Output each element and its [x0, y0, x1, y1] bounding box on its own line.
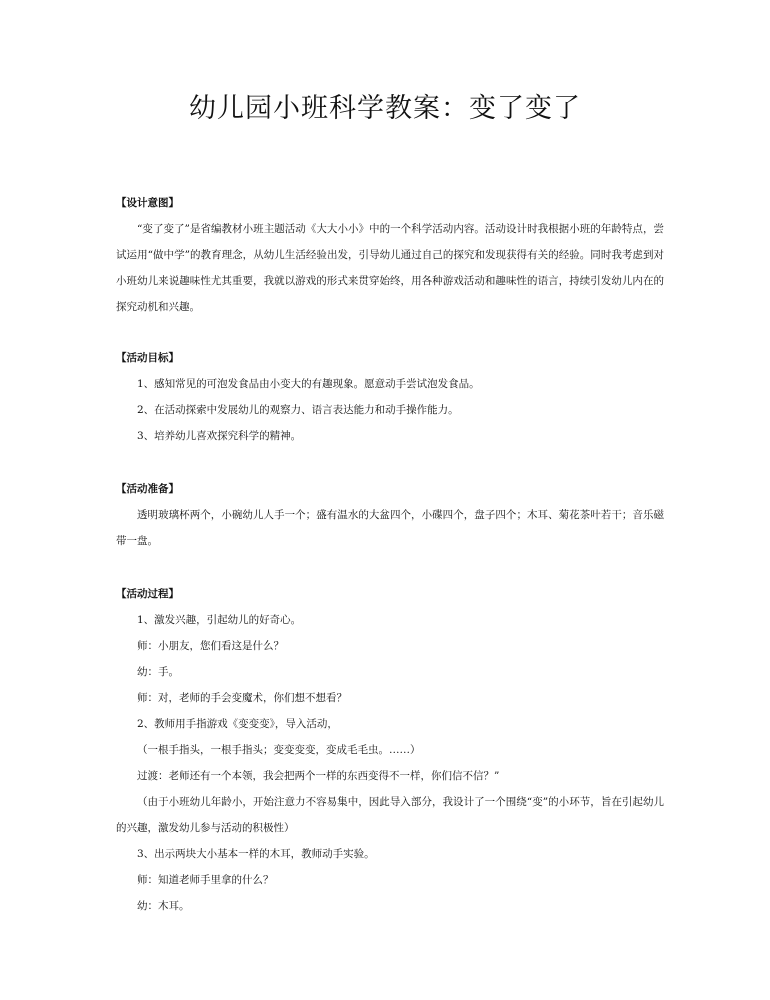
goal-item: 3、培养幼儿喜欢探究科学的精神。	[137, 430, 302, 442]
process-line: 幼：木耳。	[137, 900, 190, 912]
process-line: （一根手指头，一根手指头；变变变变，变成毛毛虫。……）	[137, 744, 421, 756]
process-line: 3、出示两块大小基本一样的木耳，教师动手实验。	[137, 848, 375, 860]
process-line: 幼：手。	[137, 666, 179, 678]
process-note: （由于小班幼儿年龄小，开始注意力不容易集中，因此导入部分，我设计了一个围绕“变”的小环节，旨在引起幼儿的兴趣，激发幼儿参与活动的积极性）	[116, 796, 664, 834]
design-paragraph: “变了变了”是省编教材小班主题活动《大大小小》中的一个科学活动内容。活动设计时我根据小班的年龄特点，尝试运用“做中学”的教育理念，从幼儿生活经验出发，引导幼儿通过自己的探究和发现获得有关的经验。同时我考虑到对小班幼儿来说趣味性尤其重要，我就以游戏的形式来贯穿始终，用各种游戏活动和趣味性的语言，持续引发幼儿内在的探究动机和兴趣。	[116, 223, 664, 313]
section-heading-goals: 【活动目标】	[116, 352, 179, 364]
process-line: 师：知道老师手里拿的什么？	[137, 874, 274, 886]
section-heading-design: 【设计意图】	[116, 197, 179, 209]
document-body	[116, 190, 664, 919]
process-line: 师：对，老师的手会变魔术，你们想不想看？	[137, 692, 347, 704]
process-line: 过渡：老师还有一个本领，我会把两个一样的东西变得不一样，你们信不信？”	[137, 770, 500, 782]
goal-item: 2、在活动探索中发展幼儿的观察力、语言表达能力和动手操作能力。	[137, 404, 459, 416]
process-line: 2、教师用手指游戏《变变变》，导入活动，	[137, 718, 338, 730]
goal-item: 1、感知常见的可泡发食品由小变大的有趣现象。愿意动手尝试泡发食品。	[137, 378, 480, 390]
document-title: 幼儿园小班科学教案：变了变了	[189, 93, 581, 124]
section-heading-process: 【活动过程】	[116, 588, 179, 600]
prep-paragraph: 透明玻璃杯两个，小碗幼儿人手一个；盛有温水的大盆四个，小碟四个，盘子四个；木耳、菊花茶叶若干；音乐磁带一盘。	[116, 509, 664, 547]
section-heading-prep: 【活动准备】	[116, 483, 179, 495]
process-line: 师：小朋友，您们看这是什么？	[137, 640, 284, 652]
process-line: 1、激发兴趣，引起幼儿的好奇心。	[137, 614, 302, 626]
